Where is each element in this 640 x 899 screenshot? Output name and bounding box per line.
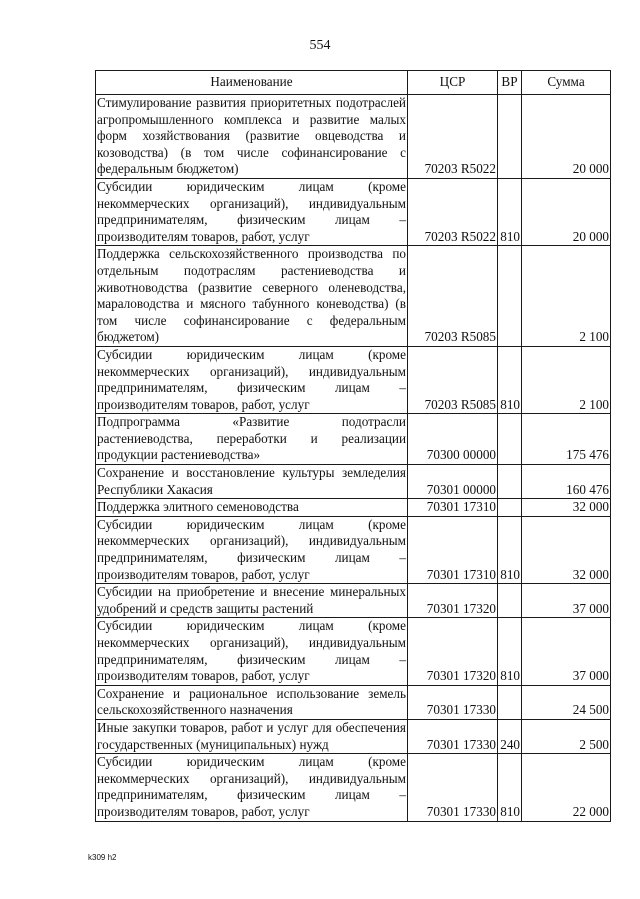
row-sum: 32 000 — [522, 516, 611, 583]
row-csr: 70301 17310 — [408, 516, 498, 583]
row-name: Сохранение и рациональное использование земель сельскохозяйственного назначения — [96, 685, 408, 719]
row-sum: 20 000 — [522, 178, 611, 245]
budget-table — [95, 70, 611, 822]
header-name: Наименование — [96, 71, 408, 95]
table-row — [96, 178, 611, 245]
table-row — [96, 414, 611, 465]
table-row — [96, 246, 611, 347]
row-vr: 240 — [498, 719, 522, 753]
row-name: Сохранение и восстановление культуры земледелия Республики Хакасия — [96, 465, 408, 499]
row-vr: 810 — [498, 178, 522, 245]
row-csr: 70301 17310 — [408, 499, 498, 517]
row-csr: 70301 17330 — [408, 719, 498, 753]
row-sum: 2 500 — [522, 719, 611, 753]
row-csr: 70301 17320 — [408, 618, 498, 685]
row-vr: 810 — [498, 754, 522, 821]
header-vr: ВР — [498, 71, 522, 95]
row-csr: 70203 R5022 — [408, 178, 498, 245]
table-row — [96, 754, 611, 821]
row-vr — [498, 95, 522, 179]
table-row — [96, 95, 611, 179]
row-name: Стимулирование развития приоритетных подотраслей агропромышленного комплекса и развитие малых форм хозяйствования (развитие овцеводства и козоводства) (в том числе софинансирование с федеральным бюджетом) — [96, 95, 408, 179]
row-csr: 70203 R5085 — [408, 346, 498, 413]
row-csr: 70301 17330 — [408, 685, 498, 719]
row-vr — [498, 414, 522, 465]
header-csr: ЦСР — [408, 71, 498, 95]
row-name: Субсидии юридическим лицам (кроме некоммерческих организаций), индивидуальным предпринимателям, физическим лицам – производителям товаров, работ, услуг — [96, 178, 408, 245]
row-sum: 22 000 — [522, 754, 611, 821]
row-name: Подпрограмма «Развитие подотрасли растениеводства, переработки и реализации продукции растениеводства» — [96, 414, 408, 465]
header-sum: Сумма — [522, 71, 611, 95]
row-vr — [498, 685, 522, 719]
row-name: Субсидии юридическим лицам (кроме некоммерческих организаций), индивидуальным предпринимателям, физическим лицам – производителям товаров, работ, услуг — [96, 346, 408, 413]
table-header — [96, 71, 611, 95]
header-row — [96, 71, 611, 95]
row-csr: 70301 00000 — [408, 465, 498, 499]
row-name: Субсидии юридическим лицам (кроме некоммерческих организаций), индивидуальным предпринимателям, физическим лицам – производителям товаров, работ, услуг — [96, 754, 408, 821]
row-csr: 70203 R5085 — [408, 246, 498, 347]
row-name: Субсидии юридическим лицам (кроме некоммерческих организаций), индивидуальным предпринимателям, физическим лицам – производителям товаров, работ, услуг — [96, 516, 408, 583]
page-number: 554 — [309, 38, 331, 53]
row-sum: 20 000 — [522, 95, 611, 179]
row-sum: 37 000 — [522, 584, 611, 618]
row-vr: 810 — [498, 618, 522, 685]
row-csr: 70300 00000 — [408, 414, 498, 465]
table-row — [96, 618, 611, 685]
footer-code: k309 h2 — [88, 853, 117, 862]
row-sum: 2 100 — [522, 246, 611, 347]
row-name: Субсидии юридическим лицам (кроме некоммерческих организаций), индивидуальным предпринимателям, физическим лицам – производителям товаров, работ, услуг — [96, 618, 408, 685]
table-row — [96, 584, 611, 618]
table-row — [96, 499, 611, 517]
table-row — [96, 685, 611, 719]
row-vr: 810 — [498, 516, 522, 583]
row-vr: 810 — [498, 346, 522, 413]
row-name: Субсидии на приобретение и внесение минеральных удобрений и средств защиты растений — [96, 584, 408, 618]
row-csr: 70301 17330 — [408, 754, 498, 821]
row-vr — [498, 465, 522, 499]
row-sum: 2 100 — [522, 346, 611, 413]
row-sum: 24 500 — [522, 685, 611, 719]
row-sum: 37 000 — [522, 618, 611, 685]
row-sum: 175 476 — [522, 414, 611, 465]
row-name: Поддержка сельскохозяйственного производства по отдельным подотраслям растениеводства и животноводства (развитие северного оленеводства, мараловодства и мясного табунного коневодства) (в том числе софинансирование с федеральным бюджетом) — [96, 246, 408, 347]
table-row — [96, 516, 611, 583]
row-vr — [498, 499, 522, 517]
row-sum: 32 000 — [522, 499, 611, 517]
row-csr: 70203 R5022 — [408, 95, 498, 179]
row-name: Иные закупки товаров, работ и услуг для обеспечения государственных (муниципальных) нужд — [96, 719, 408, 753]
row-vr — [498, 584, 522, 618]
row-name: Поддержка элитного семеноводства — [96, 499, 408, 517]
table-row — [96, 465, 611, 499]
table-body — [96, 95, 611, 822]
table-row — [96, 346, 611, 413]
row-sum: 160 476 — [522, 465, 611, 499]
row-csr: 70301 17320 — [408, 584, 498, 618]
table-row — [96, 719, 611, 753]
row-vr — [498, 246, 522, 347]
